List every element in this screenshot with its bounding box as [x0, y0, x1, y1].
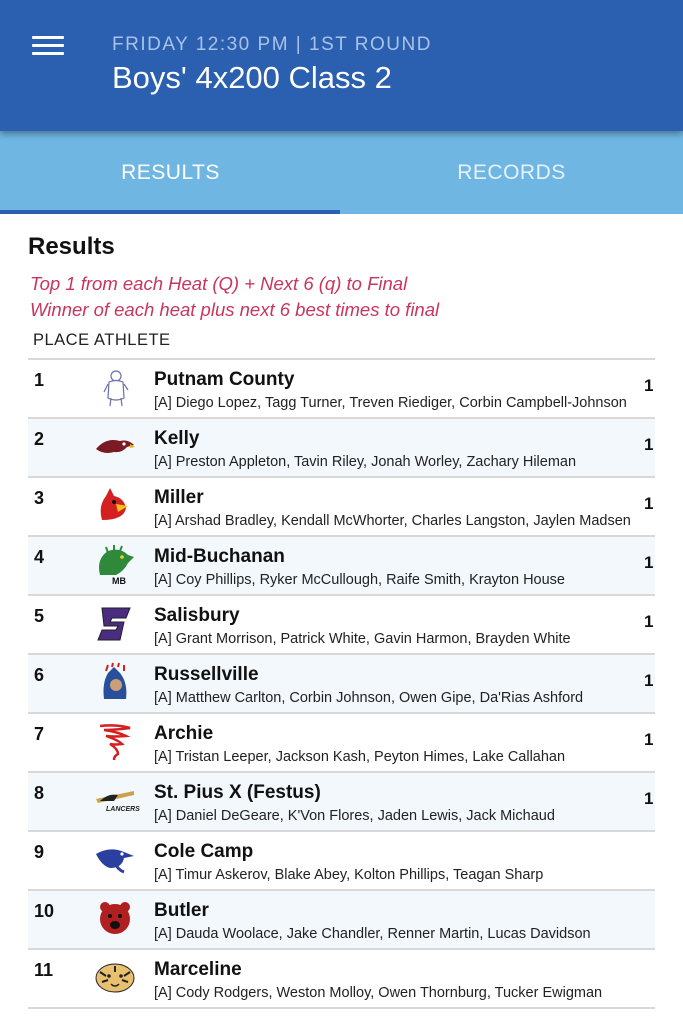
heat-number: 1 — [644, 671, 654, 690]
kelly-hawk-logo — [94, 427, 136, 467]
russellville-logo — [94, 663, 136, 703]
team-name: Marceline — [154, 959, 242, 980]
relay-members: [A] Timur Askerov, Blake Abey, Kolton Phillips, Teagan Sharp — [154, 867, 544, 883]
archie-tornado-logo — [94, 722, 136, 762]
team-name: Archie — [154, 723, 214, 744]
cole-camp-bluebird-logo — [94, 840, 136, 880]
relay-members: [A] Grant Morrison, Patrick White, Gavin Harmon, Brayden White — [154, 631, 571, 647]
relay-members: [A] Tristan Leeper, Jackson Kash, Peyton Himes, Lake Callahan — [154, 749, 566, 765]
table-row[interactable] — [28, 596, 655, 655]
tab-bar — [0, 131, 683, 214]
table-row[interactable] — [28, 360, 655, 419]
st-pius-lancers-logo — [94, 781, 140, 821]
row-place: 3 — [34, 488, 45, 508]
team-name: Miller — [154, 487, 204, 508]
heat-number: 1 — [644, 376, 654, 395]
table-row[interactable] — [28, 950, 655, 1009]
tab-results[interactable]: RESULTS — [121, 160, 220, 184]
relay-members: [A] Dauda Woolace, Jake Chandler, Renner Martin, Lucas Davidson — [154, 926, 591, 942]
row-place: 5 — [34, 606, 45, 626]
section-title: Results — [28, 233, 115, 260]
column-header-place: PLACE — [33, 331, 90, 349]
heat-number: 1 — [644, 612, 654, 631]
table-row[interactable] — [28, 832, 655, 891]
qualifying-note: Winner of each heat plus next 6 best times to final — [30, 299, 440, 320]
relay-members: [A] Cody Rodgers, Weston Molloy, Owen Thornburg, Tucker Ewigman — [154, 985, 603, 1001]
butler-bear-logo — [94, 899, 136, 939]
svg-text:LANCERS: LANCERS — [106, 806, 140, 813]
relay-members: [A] Coy Phillips, Ryker McCullough, Raife Smith, Krayton House — [154, 572, 565, 588]
team-name: St. Pius X (Festus) — [154, 782, 321, 803]
table-row[interactable] — [28, 891, 655, 950]
relay-members: [A] Diego Lopez, Tagg Turner, Treven Riediger, Corbin Campbell-Johnson — [154, 395, 627, 411]
row-place: 9 — [34, 842, 45, 862]
marceline-tiger-logo — [94, 958, 136, 998]
row-place: 4 — [34, 547, 45, 567]
row-place: 1 — [34, 370, 45, 390]
event-title: Boys' 4x200 Class 2 — [112, 60, 392, 95]
heat-number: 1 — [644, 553, 654, 572]
team-name: Mid-Buchanan — [154, 546, 285, 567]
results-table — [28, 358, 655, 1009]
tab-records[interactable]: RECORDS — [457, 160, 566, 184]
team-name: Putnam County — [154, 369, 295, 390]
row-place: 2 — [34, 429, 45, 449]
row-place: 11 — [34, 960, 54, 980]
event-subtitle: FRIDAY 12:30 PM | 1ST ROUND — [112, 34, 432, 55]
qualifying-note: Top 1 from each Heat (Q) + Next 6 (q) to Final — [30, 273, 408, 294]
relay-members: [A] Daniel DeGeare, K'Von Flores, Jaden Lewis, Jack Michaud — [154, 808, 555, 824]
team-name: Salisbury — [154, 605, 240, 626]
app-header — [0, 0, 683, 131]
relay-members: [A] Arshad Bradley, Kendall McWhorter, Charles Langston, Jaylen Madsen — [154, 513, 631, 529]
heat-number: 1 — [644, 730, 654, 749]
row-place: 8 — [34, 783, 45, 803]
row-place: 10 — [34, 901, 55, 921]
table-row[interactable] — [28, 714, 655, 773]
row-place: 6 — [34, 665, 45, 685]
team-name: Butler — [154, 900, 209, 921]
row-place: 7 — [34, 724, 45, 744]
team-name: Russellville — [154, 664, 259, 685]
miller-cardinal-logo — [94, 486, 136, 526]
salisbury-s-logo — [94, 604, 136, 644]
svg-text:MB: MB — [112, 576, 126, 586]
heat-number: 1 — [644, 435, 654, 454]
heat-number: 1 — [644, 789, 654, 808]
team-name: Cole Camp — [154, 841, 254, 862]
heat-number: 1 — [644, 494, 654, 513]
relay-members: [A] Matthew Carlton, Corbin Johnson, Owen Gipe, Da'Rias Ashford — [154, 690, 584, 706]
table-row[interactable] — [28, 655, 655, 714]
table-row[interactable] — [28, 419, 655, 478]
hamburger-menu-icon[interactable] — [32, 36, 66, 58]
table-row[interactable] — [28, 478, 655, 537]
mid-buchanan-dragon-logo — [94, 545, 136, 585]
column-header-athlete: ATHLETE — [94, 331, 171, 349]
relay-members: [A] Preston Appleton, Tavin Riley, Jonah Worley, Zachary Hileman — [154, 454, 577, 470]
table-row[interactable] — [28, 773, 655, 832]
active-tab-indicator — [0, 210, 340, 214]
table-row[interactable] — [28, 537, 655, 596]
putnam-county-logo — [94, 368, 136, 408]
team-name: Kelly — [154, 428, 200, 449]
